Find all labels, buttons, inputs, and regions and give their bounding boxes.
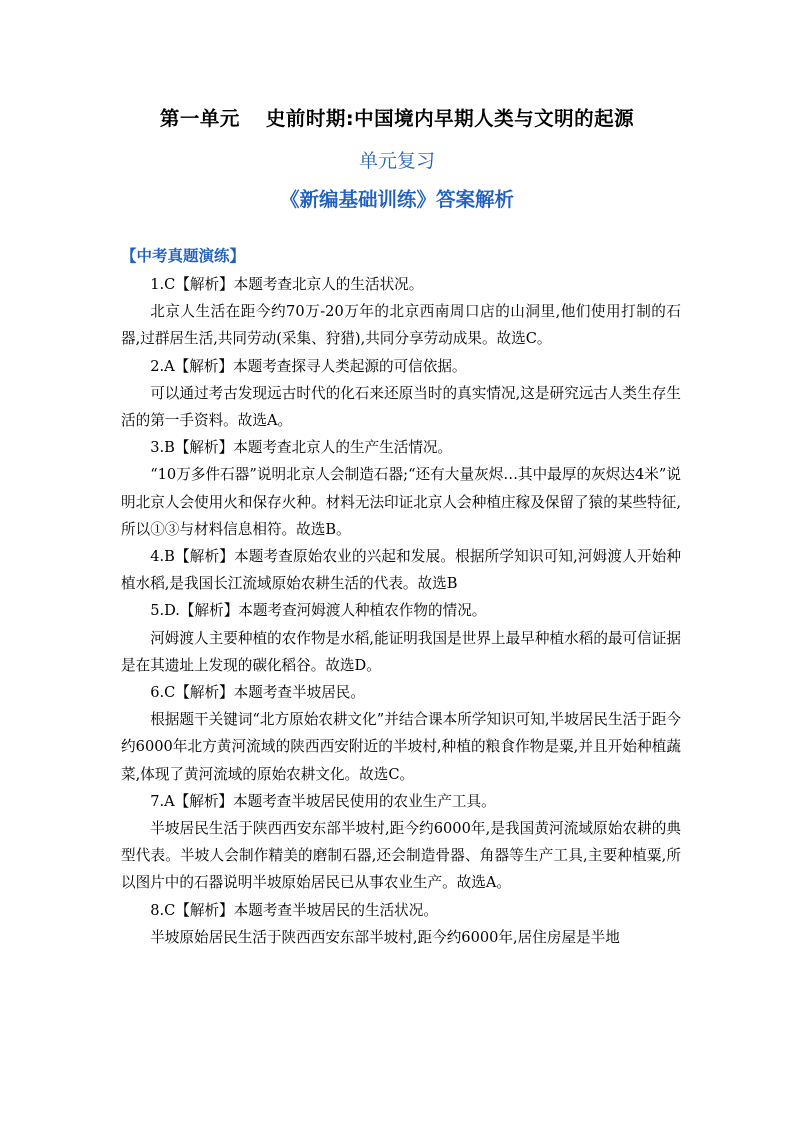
answer-content xyxy=(121,271,681,951)
answer-2-body: 可以通过考古发现远古时代的化石来还原当时的真实情况,这是研究远古人类生存生活的第一手资料。故选A。 xyxy=(121,384,681,430)
answer-6-body: 根据题干关键词“北方原始农耕文化”并结合课本所学知识可知,半坡居民生活于距今约6000年北方黄河流域的陕西西安附近的半坡村,种植的粮食作物是粟,并且开始种植蔬菜,体现了黄河流域的原始农耕文化。故选C。 xyxy=(121,711,681,783)
answer-2-heading: 2.A【解析】本题考查探寻人类起源的可信依据。 xyxy=(150,357,467,375)
section-heading: 【中考真题演练】 xyxy=(121,247,246,265)
answer-1-heading: 1.C【解析】本题考查北京人的生活状况。 xyxy=(150,276,424,293)
document-title xyxy=(0,103,794,131)
answer-5-body: 河姆渡人主要种植的农作物是水稻,能证明我国是世界上最早种植水稻的最可信证据是在其遗址上发现的碳化稻谷。故选D。 xyxy=(121,629,681,674)
answer-6-heading: 6.C【解析】本题考查半坡居民。 xyxy=(150,684,365,702)
answer-8-body: 半坡原始居民生活于陕西西安东部半坡村,距今约6000年,居住房屋是半地 xyxy=(150,928,620,946)
answer-3-body: “10万多件石器”说明北京人会制造石器;“还有大量灰烬…其中最厚的灰烬达4米”说明北京人会使用火和保存火种。材料无法印证北京人会种植庄稼及保留了猿的某些特征,所以①③与材料信息相符。故选B。 xyxy=(121,466,681,538)
document-subtitle: 单元复习 xyxy=(358,150,435,172)
answer-5-heading: 5.D.【解析】本题考查河姆渡人种植农作物的情况。 xyxy=(150,602,487,620)
answer-3-heading: 3.B【解析】本题考查北京人的生产生活情况。 xyxy=(150,439,453,457)
answer-7-heading: 7.A【解析】本题考查半坡居民使用的农业生产工具。 xyxy=(150,792,496,810)
answer-8-heading: 8.C【解析】本题考查半坡居民的生活状况。 xyxy=(150,901,438,919)
unit-topic: 史前时期:中国境内早期人类与文明的起源 xyxy=(265,107,635,130)
book-title: 《新编基础训练》答案解析 xyxy=(279,188,514,211)
answer-1-body: 北京人生活在距今约70万-20万年的北京西南周口店的山洞里,他们使用打制的石器,过群居生活,共同劳动(采集、狩猎),共同分享劳动成果。故选C。 xyxy=(121,303,681,348)
answer-7-body: 半坡居民生活于陕西西安东部半坡村,距今约6000年,是我国黄河流域原始农耕的典型代表。半坡人会制作精美的磨制石器,还会制造骨器、角器等生产工具,主要种植粟,所以图片中的石器说明半坡原始居民已从事农业生产。故选A。 xyxy=(121,820,681,892)
unit-label: 第一单元 xyxy=(159,107,240,130)
answer-4: 4.B【解析】本题考查原始农业的兴起和发展。根据所学知识可知,河姆渡人开始种植水稻,是我国长江流域原始农耕生活的代表。故选B xyxy=(121,548,681,593)
